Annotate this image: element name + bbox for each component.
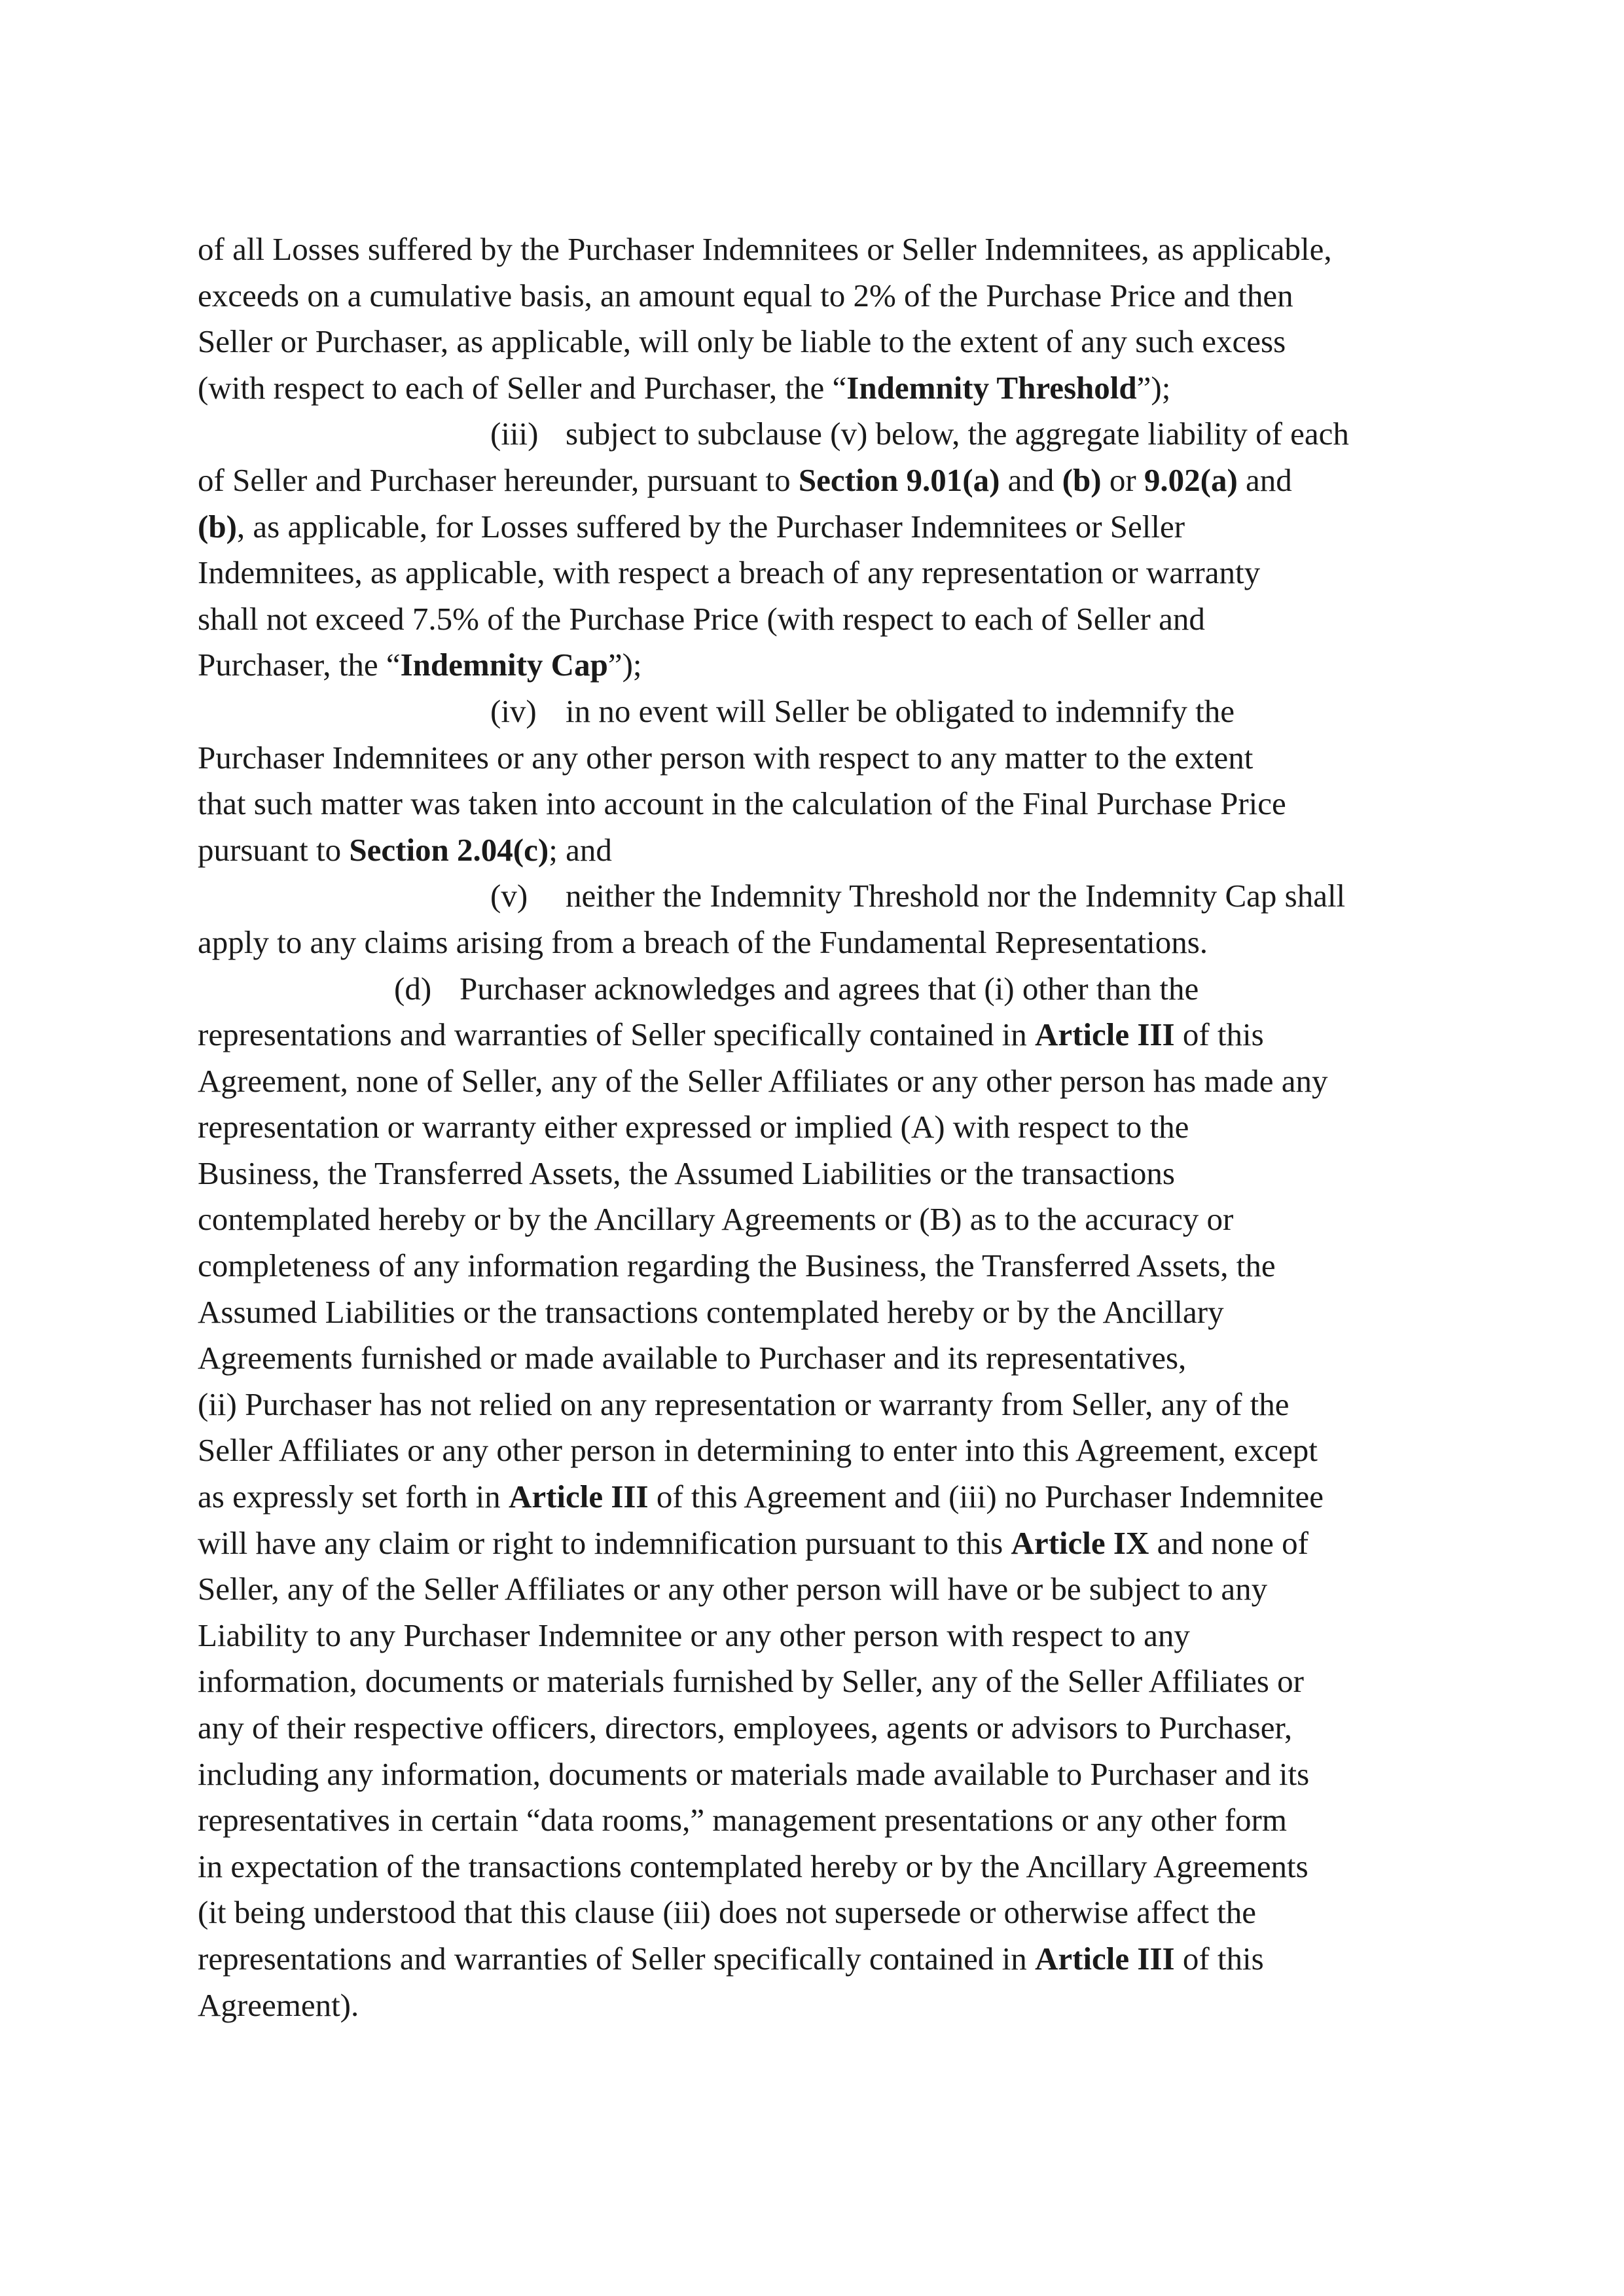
text-line xyxy=(198,411,1441,457)
text-run: in no event will Seller be obligated to indemnify the xyxy=(566,692,1235,729)
text-run: Agreements furnished or made available to Purchaser and its representatives, xyxy=(198,1340,1187,1376)
defined-term: (b) xyxy=(198,508,237,545)
text-run: (ii) Purchaser has not relied on any representation or warranty from Seller, any of the xyxy=(198,1386,1290,1422)
text-run: will have any claim or right to indemnification pursuant to this xyxy=(198,1524,1011,1561)
text-run: any of their respective officers, directors, employees, agents or advisors to Purchaser, xyxy=(198,1710,1293,1746)
text-run: as expressly set forth in xyxy=(198,1479,509,1515)
text-run: Agreement, none of Seller, any of the Seller Affiliates or any other person has made any xyxy=(198,1062,1328,1099)
text-line xyxy=(198,550,1441,596)
text-line xyxy=(198,1613,1441,1659)
text-run: ; and xyxy=(549,831,612,868)
text-run: and xyxy=(1237,461,1292,498)
text-run: pursuant to xyxy=(198,831,350,868)
text-run: of Seller and Purchaser hereunder, pursuant to xyxy=(198,461,799,498)
text-run: and none of xyxy=(1149,1524,1308,1561)
text-line xyxy=(198,966,1441,1013)
text-line xyxy=(198,1890,1441,1936)
defined-term: Article IX xyxy=(1011,1524,1149,1561)
clause-number: (d) xyxy=(394,970,432,1007)
text-run: of this xyxy=(1174,1940,1264,1977)
text-run: Business, the Transferred Assets, the Assumed Liabilities or the transactions xyxy=(198,1155,1175,1191)
text-line xyxy=(198,642,1441,689)
text-line xyxy=(198,1520,1441,1567)
text-line xyxy=(198,873,1441,920)
text-line xyxy=(198,1058,1441,1105)
text-line xyxy=(198,1659,1441,1705)
text-run: Agreement). xyxy=(198,1986,359,2023)
text-run: representatives in certain “data rooms,” management presentations or any other form xyxy=(198,1802,1287,1839)
text-run: apply to any claims arising from a breach of the Fundamental Representations. xyxy=(198,924,1208,960)
text-line xyxy=(198,781,1441,827)
text-run: including any information, documents or materials made available to Purchaser and its xyxy=(198,1755,1310,1792)
text-run: Seller Affiliates or any other person in determining to enter into this Agreement, except xyxy=(198,1432,1318,1469)
text-line xyxy=(198,319,1441,365)
defined-term: Section 2.04(c) xyxy=(349,831,549,868)
text-run: Indemnitees, as applicable, with respect a breach of any representation or warranty xyxy=(198,554,1261,591)
text-run: of all Losses suffered by the Purchaser Indemnitees or Seller Indemnitees, as applicable, xyxy=(198,231,1332,267)
text-line xyxy=(198,1797,1441,1844)
body-text xyxy=(198,226,1441,2028)
text-line xyxy=(198,1844,1441,1890)
text-line xyxy=(198,1474,1441,1520)
text-line xyxy=(198,1566,1441,1613)
text-run: exceeds on a cumulative basis, an amount equal to 2% of the Purchase Price and then xyxy=(198,277,1293,314)
text-run: of this Agreement and (iii) no Purchaser Indemnitee xyxy=(648,1479,1324,1515)
clause-number: (iii) xyxy=(490,416,539,452)
clause-number: (v) xyxy=(490,878,528,914)
text-run: contemplated hereby or by the Ancillary Agreements or (B) as to the accuracy or xyxy=(198,1201,1234,1238)
text-run: (it being understood that this clause (iii) does not supersede or otherwise affect the xyxy=(198,1894,1256,1931)
text-line xyxy=(198,365,1441,412)
text-line xyxy=(198,1196,1441,1243)
text-run: shall not exceed 7.5% of the Purchase Price (with respect to each of Seller and xyxy=(198,600,1205,637)
text-line xyxy=(198,1936,1441,1982)
text-line xyxy=(198,1289,1441,1336)
text-run: representation or warranty either expressed or implied (A) with respect to the xyxy=(198,1109,1189,1145)
text-line xyxy=(198,1012,1441,1058)
text-run: subject to subclause (v) below, the aggregate liability of each xyxy=(566,416,1349,452)
text-run: or xyxy=(1101,461,1144,498)
text-line xyxy=(198,457,1441,504)
text-run: representations and warranties of Seller specifically contained in xyxy=(198,1940,1035,1977)
defined-term: Article III xyxy=(1034,1016,1175,1053)
defined-term: (b) xyxy=(1062,461,1102,498)
text-run: Seller or Purchaser, as applicable, will only be liable to the extent of any such excess xyxy=(198,323,1286,360)
text-run: Seller, any of the Seller Affiliates or any other person will have or be subject to any xyxy=(198,1571,1268,1607)
text-line xyxy=(198,226,1441,273)
text-run: Liability to any Purchaser Indemnitee or any other person with respect to any xyxy=(198,1617,1190,1653)
text-run: information, documents or materials furnished by Seller, any of the Seller Affiliates or xyxy=(198,1663,1304,1700)
defined-term: Article III xyxy=(508,1479,649,1515)
text-line xyxy=(198,735,1441,781)
text-run: Assumed Liabilities or the transactions contemplated hereby or by the Ancillary xyxy=(198,1293,1224,1330)
text-line xyxy=(198,1427,1441,1474)
text-line xyxy=(198,1243,1441,1289)
text-run: ”); xyxy=(1136,369,1171,406)
defined-term: Indemnity Threshold xyxy=(846,369,1137,406)
text-line xyxy=(198,1982,1441,2029)
text-line xyxy=(198,1705,1441,1751)
text-run: and xyxy=(1000,461,1062,498)
text-line xyxy=(198,827,1441,874)
defined-term: 9.02(a) xyxy=(1144,461,1238,498)
text-run: , as applicable, for Losses suffered by the Purchaser Indemnitees or Seller xyxy=(236,508,1185,545)
text-line xyxy=(198,1751,1441,1798)
text-line xyxy=(198,689,1441,735)
text-run: completeness of any information regarding the Business, the Transferred Assets, the xyxy=(198,1247,1276,1284)
text-run: representations and warranties of Seller specifically contained in xyxy=(198,1016,1035,1053)
text-run: of this xyxy=(1174,1016,1264,1053)
text-run: in expectation of the transactions contemplated hereby or by the Ancillary Agreements xyxy=(198,1848,1308,1884)
text-line xyxy=(198,273,1441,319)
text-run: Purchaser Indemnitees or any other person with respect to any matter to the extent xyxy=(198,739,1254,776)
text-line xyxy=(198,920,1441,966)
text-line xyxy=(198,596,1441,643)
text-run: that such matter was taken into account in the calculation of the Final Purchase Price xyxy=(198,785,1286,822)
text-run: Purchaser, the “ xyxy=(198,647,401,683)
text-run: (with respect to each of Seller and Purchaser, the “ xyxy=(198,369,847,406)
defined-term: Article III xyxy=(1034,1940,1175,1977)
text-run: neither the Indemnity Threshold nor the Indemnity Cap shall xyxy=(566,878,1346,914)
defined-term: Indemnity Cap xyxy=(400,647,608,683)
text-run: ”); xyxy=(607,647,642,683)
text-line xyxy=(198,504,1441,550)
text-line xyxy=(198,1104,1441,1151)
defined-term: Section 9.01(a) xyxy=(798,461,1000,498)
text-line xyxy=(198,1151,1441,1197)
text-run: Purchaser acknowledges and agrees that (i) other than the xyxy=(460,970,1199,1007)
text-line xyxy=(198,1335,1441,1382)
clause-number: (iv) xyxy=(490,692,537,729)
text-line xyxy=(198,1382,1441,1428)
